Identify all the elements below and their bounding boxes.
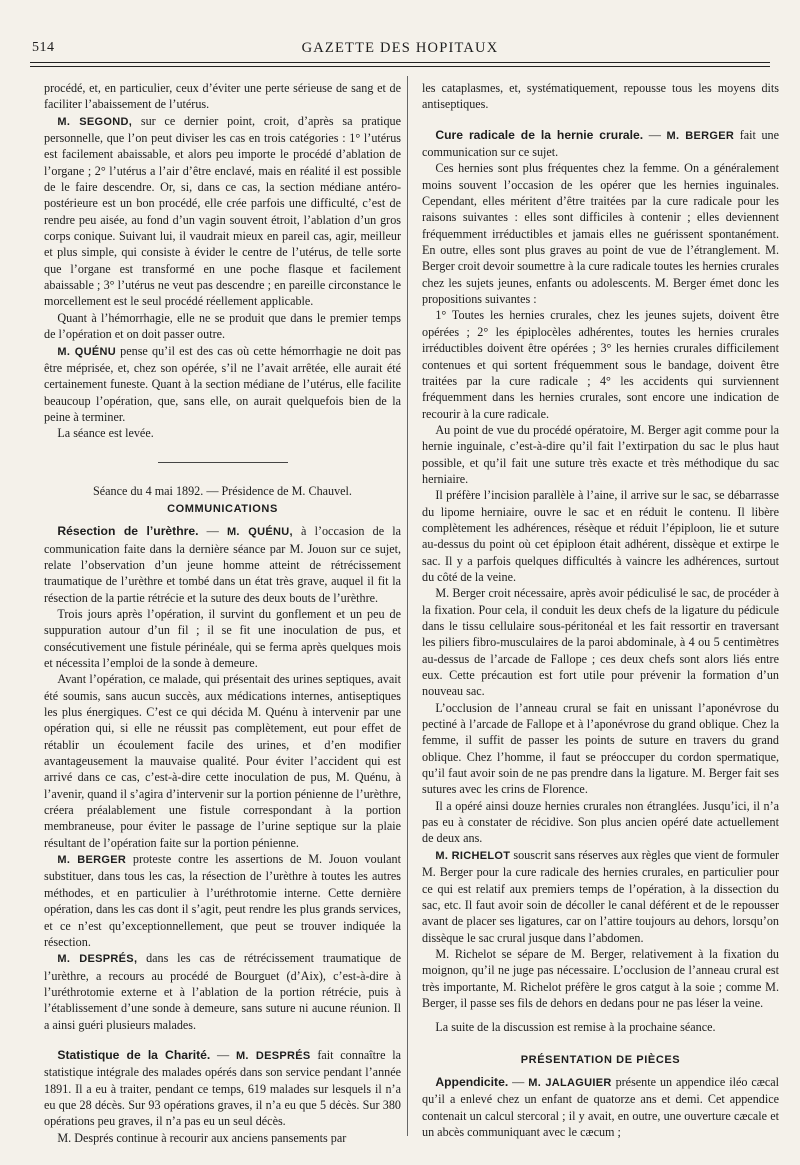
paragraph-text: pense qu’il est des cas où cette hémorrhagie ne doit pas être méprisée, et, chez son opérée, s’il ne l’avait arrêtée, elle aurait été certainement funeste. Quant à la section médiane de l’utérus, elle facilite beaucoup l’opération, que, sans elle, on aurait quelquefois bien de la peine à terminer. [44,343,402,424]
spacer [422,1036,779,1050]
paragraph: les cataplasmes, et, systématiquement, repousse tous les moyens dits antiseptiques. [422,81,779,112]
paragraph: La suite de la discussion est remise à la prochaine séance. [435,1020,716,1035]
header-rule-thin [30,66,770,67]
speaker-name: M. SEGOND, [57,115,133,128]
paragraph: M. Després continue à recourir aux anciens pansements par [57,1130,347,1145]
right-column [422,80,779,1140]
spacer [44,1033,401,1047]
speaker-name: M. BERGER [666,129,735,142]
paragraph-text: fait connaître la statistique intégrale des malades opérés dans son service pendant l’année 1891. Il a eu à traiter, pendant ce temps, 619 malades sur lesquels il n’a eu que 28 décès. Sur 93 opérations graves, il n’a eu que 5 décès. Sur 380 opérations peu graves, il n’a pas eu un seul décès. [44,1047,401,1129]
paragraph-title: Résection de l’urèthre. [57,524,199,539]
paragraph: M. Richelot se sépare de M. Berger, relativement à la fixation du moignon, qu’il ne juge pas nécessaire. L’occlusion de l’anneau crural est très importante, M. Richelot préfère le gros catgut à la soie ; comme M. Berger, il passe ses fils de dehors en dedans pour ne pas léser la veine. [422,946,779,1010]
column-divider [407,76,408,1136]
paragraph [44,1047,401,1130]
paragraph-text: fait une communication sur ce sujet. [422,127,780,160]
paragraph: M. Berger croit nécessaire, après avoir pédiculisé le sac, de procéder à la fixation. Pour cela, il conduit les deux chefs de la ligature du pédicule dans le tissu cellulaire sous-péritonéal et les fait ressortir en traversant les piliers fibro-musculaires de la paroi abdominale, à 4 ou 5 centimètres au-dessus de l’arcade de Fallope ; ces deux chefs sont alors liés entre eux. Cette précaution est fort utile pour prévenir la formation d’un nouveau sac. [422,586,779,699]
paragraph [44,950,401,1033]
paragraph: Il préfère l’incision parallèle à l’aine, il arrive sur le sac, se débarrasse du lipome herniaire, ouvre le sac et en réduit le contenu. Il libère complètement les adhérences, résèque et réduit l’épiploon, lie et suture au-dessus du point où cet épiploon était adhérent, dissèque et extirpe le sac. Il y a parfois quelques difficultés à vaincre les adhérences, surtout du côté de la veine. [422,488,779,584]
paragraph: 1° Toutes les hernies crurales, chez les jeunes sujets, doivent être opérées ; 2° les épiplocèles adhérentes, toutes les hernies crurales irréductibles doivent être opérées ; 3° les hernies crurales difficilement contenues et qui sortent fréquemment sous le bandage, doivent être traitées par la cure radicale ; 4° les accidents qui surviennent fréquemment dans les hernies crurales, sont encore une indication de recourir à la cure radicale. [422,308,779,421]
paragraph-title: Statistique de la Charité. [57,1047,211,1062]
session-title: Séance du 4 mai 1892. — Présidence de M. Chauvel. [93,483,352,498]
spacer [422,1011,779,1019]
paragraph [44,113,401,310]
header-rule [30,62,770,63]
speaker-name: M. JALAGUIER [528,1076,612,1089]
dash: — [198,524,227,539]
paragraph: Quant à l’hémorrhagie, elle ne se produit que dans le premier temps de l’opération et on doit passer outre. [44,310,401,342]
paragraph [44,851,401,950]
speaker-name: M. RICHELOT [435,849,511,862]
paragraph [422,847,779,946]
section-heading: COMMUNICATIONS [167,502,278,515]
left-column [44,80,401,1146]
paragraph-text: présente un appendice iléo cæcal qu’il a enlevé chez un enfant de quatorze ans et demi. Cet appendice contenait un calcul stercoral ; il y avait, en outre, une ouverture cæcale et un abcès communiquant avec le cæcum ; [422,1074,779,1139]
paragraph: Trois jours après l’opération, il survint du gonflement et un peu de suppuration autour d’un fil ; il se fit une inoculation de pus, et consécutivement une fistule périnéale, qui se ferma après quelques mois et nécessita l’emploi de la sonde à demeure. [44,606,401,670]
paragraph: L’occlusion de l’anneau crural se fait en unissant l’aponévrose du pectiné à l’arcade de Fallope et à l’aponévrose du grand oblique. Chez la femme, il suffit de passer les points de suture en travers du grand oblique. Chez l’homme, il faut se préoccuper du cordon spermatique, qu’il faut avoir soin de ne pas prendre dans la ligature. M. Berger fait ses sutures avec les crins de Florence. [422,700,779,797]
paragraph: Il a opéré ainsi douze hernies crurales non étranglées. Jusqu’ici, il n’a pas eu à constater de récidive. Son plus ancien opéré date actuellement de deux ans. [422,798,779,846]
spacer [422,113,779,127]
paragraph [422,1074,779,1140]
speaker-name: M. DESPRÉS, [57,953,138,966]
paragraph-title: Cure radicale de la hernie crurale. [435,127,644,142]
paragraph-text: proteste contre les assertions de M. Jouon voulant substituer, dans tous les cas, la résection de l’urèthre à toutes les autres méthodes, et en particulier à l’uréthrotomie interne. Cette dernière opération, dans les cas dont il s’agit, peut rendre les plus grands services, et ce n’est qu’exceptionnellement, que peut se trouver indiquée la résection. [44,852,401,949]
paragraph: procédé, et, en particulier, ceux d’éviter une perte sérieuse de sang et de faciliter l’abaissement de l’utérus. [44,81,401,112]
paragraph-text: dans les cas de rétrécissement traumatique de l’urèthre, a recours au procédé de Bourguet (d’Aix), c’est-à-dire à l’uréthrotomie externe et à l’ablation de la portion rétrécie, puis à l’établissement d’une sonde à demeure, sans suture ni aucune réunion. Il a ainsi guéri plusieurs malades. [44,951,401,1032]
speaker-name: M. DESPRÉS [235,1049,311,1062]
speaker-name: M. QUÉNU [57,345,116,358]
dash: — [643,127,667,142]
speaker-name: M. QUÉNU, [226,526,293,539]
dash: — [210,1047,236,1062]
paragraph: Avant l’opération, ce malade, qui présentait des urines septiques, avait été soumis, sans aucun succès, aux médications internes, antiseptiques les plus énergiques. C’est ce qui décida M. Quénu à intervenir par une opération qui, si elle ne réussit pas complètement, eut pour effet de rétablir un écoulement facile des urines, et d’en modifier avantageusement la mauvaise qualité. Pour éviter l’accident qui est arrivé dans ce cas, c’est-à-dire cette inoculation de pus, M. Quénu, à l’avenir, quand il s’agira d’intervenir sur la portion pénienne de l’urèthre, créera préalablement une fistule correspondant à la portion membraneuse, pour éviter le passage de l’urine septique sur la plaie résultant de l’opération faite sur la portion pénienne. [44,672,401,850]
speaker-name: M. BERGER [57,854,127,867]
journal-title: GAZETTE DES HOPITAUX [301,40,499,56]
paragraph-text: souscrit sans réserves aux règles que vient de formuler M. Berger pour la cure radicale des hernies crurales, en particulier pour ce qui est relatif aux premiers temps de l’opération, à la dissection du sac, etc. Il faut avoir soin de décoller le canal déférent et de le repousser avant de placer ses ligatures, car on l’attire toujours au dehors, lorsqu’on dissèque le sac crural jusque dans l’abdomen. [422,847,779,945]
paragraph: La séance est levée. [57,426,154,441]
page-number: 514 [32,40,55,55]
dash: — [508,1074,529,1089]
paragraph [44,343,401,426]
section-rule [158,462,288,463]
paragraph-text: sur ce dernier point, croit, d’après sa pratique personnelle, que l’on peut diviser les cas en trois catégories : 1° l’utérus est facilement abaissable, et alors peu importe le procédé d’ablation de l’organe ; 2° l’utérus a l’air d’être enclavé, mais en réalité il est possible de le faire descendre. Or, si, dans ce cas, la section médiane antéro-postérieure est un bon procédé, elle crée parfois une difficulté, c’est de rendre peu aisée, au fond d’un vagin souvent étroit, l’ablation d’un gros corps conique. Suivant lui, il vaudrait mieux en pareil cas, agir, meilleur et plus simple, qui consiste à évider le centre de l’utérus, de telle sorte que l’organe est transformé en une poche flasque et facilement abaissable ; 3° l’utérus ne veut pas descendre ; en pareille circonstance le morcellement est le seul procédé réellement applicable. [44,113,401,309]
paragraph [44,523,401,606]
section-heading: PRÉSENTATION DE PIÈCES [520,1053,681,1066]
paragraph-text: à l’occasion de la communication faite dans la dernière séance par M. Jouon sur ce sujet, relate l’observation d’un jeune homme atteint de rétrécissement traumatique de l’urèthre et tombé dans un état très grave, auquel il fit la résection de la partie rétrécie et la suture des deux bouts de l’urèthre. [44,524,401,605]
paragraph: Ces hernies sont plus fréquentes chez la femme. On a généralement moins souvent l’occasion de les opérer que les hernies inguinales. Cependant, elles méritent d’être traitées par la cure radicale pour les raisons suivantes : elles sont difficiles à contenir ; elles deviennent fréquemment irréductibles et jamais elles ne guérissent spontanément. En outre, elles sont plus graves au point de vue de l’étranglement. M. Berger croit devoir soumettre à la cure radicale toutes les hernies crurales chez les sujets jeunes, enfants ou adolescents. M. Berger émet donc les propositions suivantes : [422,161,779,307]
paragraph [422,127,779,161]
page-header [0,40,800,62]
paragraph: Au point de vue du procédé opératoire, M. Berger agit comme pour la hernie inguinale, c’est-à-dire qu’il fait l’extirpation du sac le plus haut possible, et qu’il fait une suture très exacte et très méthodique du sac herniaire. [422,422,779,486]
paragraph-title: Appendicite. [435,1074,509,1089]
